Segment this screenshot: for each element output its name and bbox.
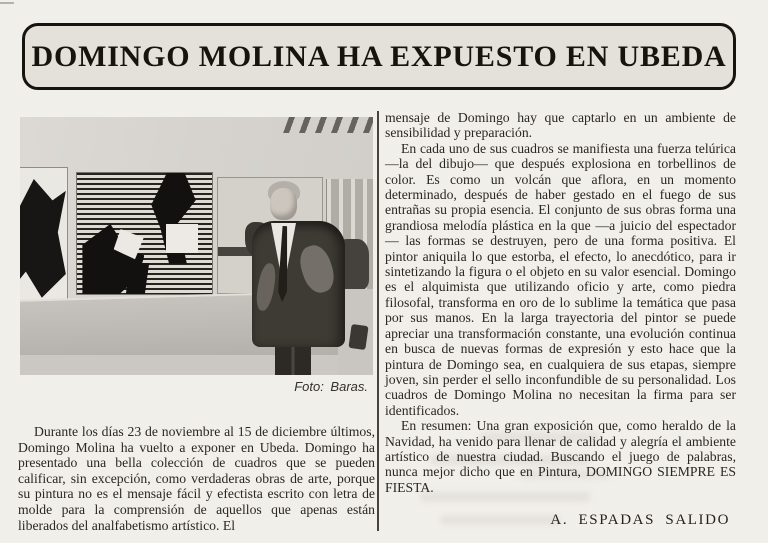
- article-right-column: [385, 110, 736, 495]
- author-byline: A. ESPADAS SALIDO: [550, 512, 730, 528]
- man-face: [270, 188, 297, 220]
- man-figure: [250, 181, 358, 375]
- article-title: DOMINGO MOLINA HA EXPUESTO EN UBEDA: [31, 39, 727, 73]
- exhibition-photo: [20, 117, 373, 375]
- article-paragraph-left: Durante los días 23 de noviembre al 15 de diciembre últimos, Domingo Molina ha vuelto a exponer en Ubeda. Domingo ha presentado una bella colección de cuadros que se pueden calificar, sin excepción, como verdaderas obras de arte, porque su pintura no es el mensaje fácil y efectista escrito con letra de molde para la comprensión de aquellos que apenas están liberados del analfabetismo artístico. El: [18, 424, 375, 533]
- article-paragraph: En resumen: Una gran exposición que, como heraldo de la Navidad, ha venido para llenar de calidad y alegría el ambiente artístico de nuestra ciudad. Buscando el juego de palabras, nunca mejor dicho que en Pintura, DOMINGO SIEMPRE ES FIESTA.: [385, 418, 736, 495]
- article-title-box: [22, 23, 736, 90]
- photo-caption: Foto: Baras.: [294, 379, 368, 394]
- painting-shape: [20, 179, 66, 298]
- column-divider: [377, 111, 379, 531]
- striped-painting: [76, 172, 213, 295]
- photo-ceiling-marks: [283, 117, 373, 133]
- painting-shape: [126, 263, 149, 294]
- article-paragraph: mensaje de Domingo hay que captarlo en un ambiente de sensibilidad y preparación.: [385, 110, 736, 141]
- abstract-painting-left: [20, 167, 68, 307]
- painting-shape: [166, 224, 198, 253]
- scan-artifact: [0, 2, 14, 4]
- article-paragraph: En cada uno de sus cuadros se manifiesta una fuerza telúrica —la del dibujo— que después explosiona en torbellinos de color. Es como un volcán que aflora, en un momento determinado, después de haber gestado en el fuego de sus entrañas su propia esencia. El conjunto de sus obras forma una grandiosa melodía plástica en la que —a juicio del espectador— las formas se destruyen, pero de una forma positiva. El pintor aniquila lo que estorba, el efecto, lo anecdótico, para ir sintetizando la figura o el objeto en su valor esencial. Domingo es el alquimista que utilizando oficio y arte, como piedra filosofal, transforma en oro de lo sublime la temática que pasa por sus manos. En la larga trayectoria del pintor se puede apreciar una transformación constante, una evolución continua en busca de nuevas formas de expresión y esto hace que la pintura de Domingo sea, en cualquiera de sus etapas, siempre joven, sin perder el sello inconfundible de su personalidad. Los cuadros de Domingo Molina no necesitan la firma para ser identificados.: [385, 140, 736, 418]
